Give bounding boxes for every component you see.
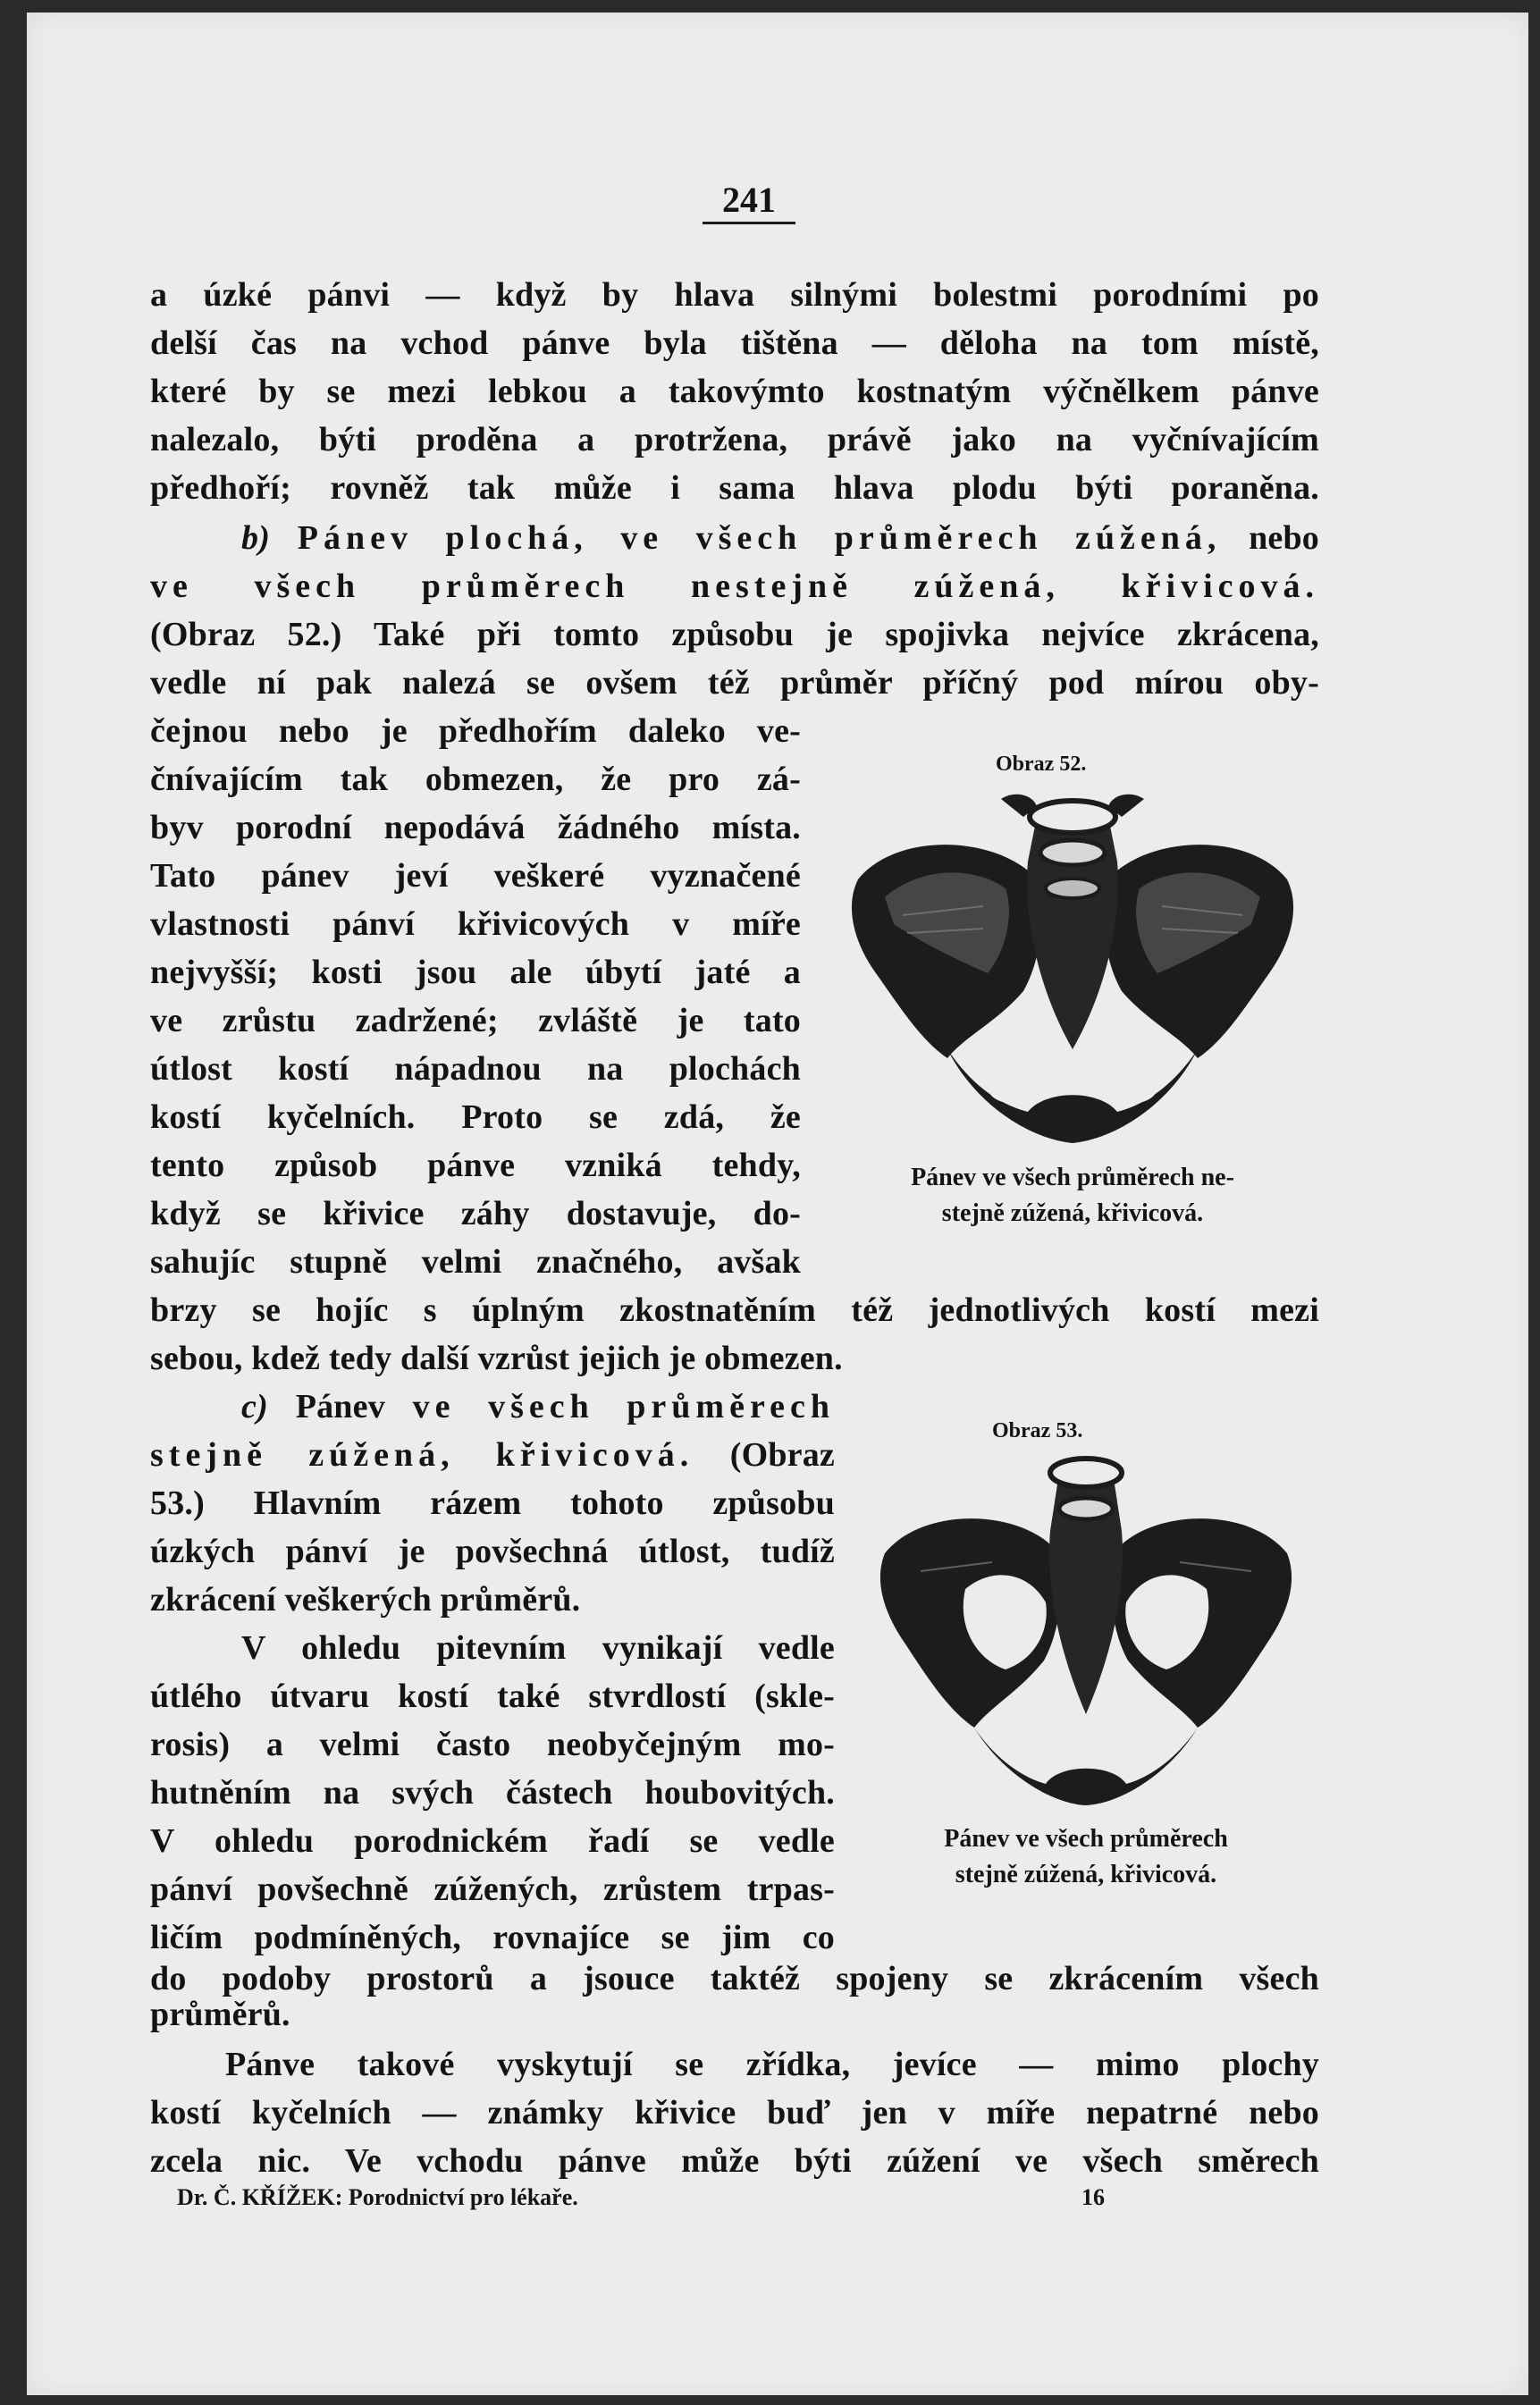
text-line: pánví povšechně zúžených, zrůstem trpas- [150,1871,835,1908]
book-page [27,13,1528,2395]
figure-title: Obraz 53. [992,1419,1083,1442]
text-line: ličím podmíněných, rovnajíce se jim co [150,1919,835,1956]
text-line: úzkých pánví je povšechná útlost, tudíž [150,1533,835,1570]
text-line: Pánve takové vyskytují se zřídka, jevíce — mimo plochy [225,2046,1319,2083]
text-line: kostí kyčelních. Proto se zdá, že [150,1098,801,1136]
text-line: delší čas na vchod pánve byla tištěna — děloha na tom místě, [150,324,1319,362]
text-line: do podoby prostorů a jsouce taktéž spojeny se zkrácením všech [150,1960,1319,1997]
section-heading-b [241,515,1319,561]
text-line: V ohledu pitevním vynikají vedle [241,1629,835,1667]
text-line: tento způsob pánve vzniká tehdy, [150,1147,801,1184]
figure-caption [822,1160,1323,1232]
text-line: hutněním na svých částech houbovitých. [150,1774,835,1812]
figure-caption [858,1821,1314,1893]
spaced-term: Pánev plochá, ve všech průměrech zúžená, [297,519,1222,557]
text-line [150,1432,835,1478]
text-line: zkrácení veškerých průměrů. [150,1581,581,1619]
text-line: ve zrůstu zadržené; zvláště je tato [150,1002,801,1039]
text-line: sebou, kdež tedy další vzrůst jejich je obmezen. [150,1340,843,1377]
text-line: Tato pánev jeví veškeré vyznačené [150,857,801,895]
text-line: čnívajícím tak obmezen, že pro zá- [150,761,801,798]
text-line: nalezalo, býti proděna a protržena, právě jako na vyčnívajícím [150,421,1319,458]
footer-signature: 16 [1081,2184,1105,2210]
spaced-term: stejně zúžená, křivicová. [150,1436,694,1474]
text-fragment: nebo [1249,519,1319,557]
text-line: když se křivice záhy dostavuje, do- [150,1195,801,1232]
text-line: byv porodní nepodává žádného místa. [150,809,801,846]
item-marker-b: b) [241,519,271,557]
figure-title: Obraz 52. [996,753,1087,776]
text-line: a úzké pánvi — když by hlava silnými bolestmi porodními po [150,276,1319,314]
text-line: předhoří; rovněž tak může i sama hlava plodu býti poraněna. [150,469,1319,507]
caption-line: Pánev ve všech průměrech ne- [911,1164,1234,1191]
text-line: čejnou nebo je předhořím daleko ve- [150,712,801,750]
text-line: kostí kyčelních — známky křivice buď jen v míře nepatrné nebo [150,2094,1319,2132]
spaced-term: ve všech průměrech nestejně zúžená, křivicová. [150,568,1319,605]
caption-line: stejně zúžená, křivicová. [955,1861,1217,1888]
text-fragment: (Obraz [729,1436,835,1474]
text-line: které by se mezi lebkou a takovýmto kostnatým výčnělkem pánve [150,373,1319,410]
text-fragment: Pánev [295,1388,385,1425]
text-line: (Obraz 52.) Také při tomto způsobu je spojivka nejvíce zkrácena, [150,616,1319,653]
text-line: útlost kostí nápadnou na plochách [150,1050,801,1088]
pelvis-illustration-53 [858,1446,1314,1812]
text-line: vlastnosti pánví křivicových v míře [150,905,801,943]
section-heading-c [241,1383,835,1430]
caption-line: Pánev ve všech průměrech [944,1825,1228,1853]
caption-line: stejně zúžená, křivicová. [941,1199,1204,1227]
text-line: V ohledu porodnickém řadí se vedle [150,1822,835,1860]
item-marker-c: c) [241,1388,268,1425]
text-line: rosis) a velmi často neobyčejným mo- [150,1726,835,1763]
text-line: útlého útvaru kostí také stvrdlostí (skle- [150,1678,835,1715]
page-number: 241 [703,181,795,224]
text-line: průměrů. [150,1996,290,2033]
text-line: nejvyšší; kosti jsou ale úbytí jaté a [150,954,801,991]
footer-author: Dr. Č. KŘÍŽEK: Porodnictví pro lékaře. [177,2184,578,2210]
text-line: sahujíc stupně velmi značného, avšak [150,1243,801,1281]
text-line: vedle ní pak nalezá se ovšem též průměr příčný pod mírou oby- [150,664,1319,702]
text-line: zcela nic. Ve vchodu pánve může býti zúžení ve všech směrech [150,2142,1319,2180]
text-line: brzy se hojíc s úplným zkostnatěním též jednotlivých kostí mezi [150,1291,1319,1329]
spaced-term: ve všech průměrech [412,1388,836,1425]
pelvis-illustration-52 [822,781,1323,1165]
text-line: 53.) Hlavním rázem tohoto způsobu [150,1484,835,1522]
